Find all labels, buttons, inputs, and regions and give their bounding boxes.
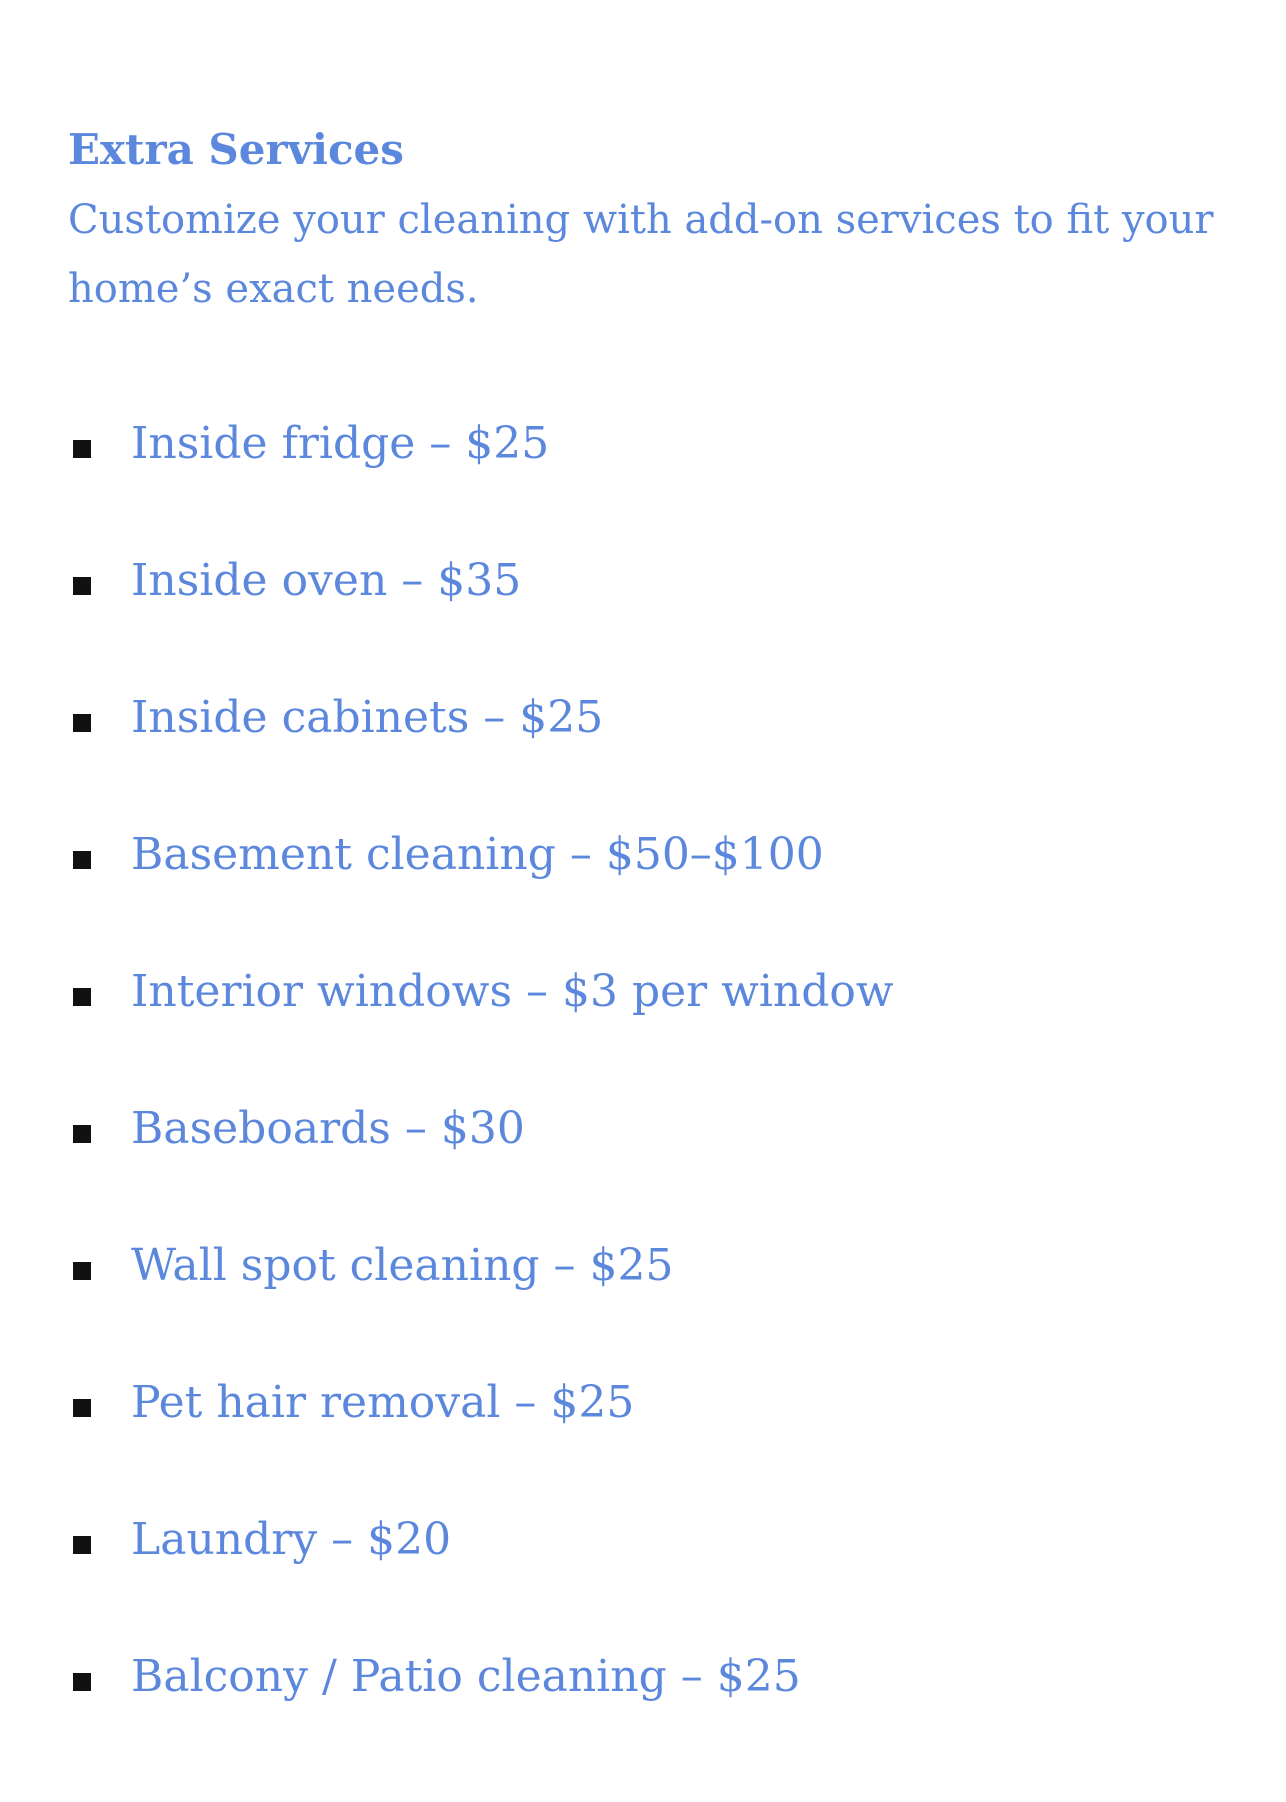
- list-item: [68, 1476, 894, 1613]
- section-intro: Customize your cleaning with add-on services to fit your home’s exact needs.: [68, 197, 1214, 312]
- service-label: Baseboards – $30: [131, 1102, 525, 1154]
- service-label: Inside fridge – $25: [131, 417, 550, 469]
- list-item: [68, 517, 894, 654]
- list-item: [68, 928, 894, 1065]
- square-bullet-icon: [73, 714, 91, 732]
- list-item: [68, 1202, 894, 1339]
- square-bullet-icon: [73, 440, 91, 458]
- service-label: Pet hair removal – $25: [131, 1376, 635, 1428]
- square-bullet-icon: [73, 1536, 91, 1554]
- service-label: Inside oven – $35: [131, 554, 522, 606]
- square-bullet-icon: [73, 1673, 91, 1691]
- list-item: [68, 1613, 894, 1750]
- service-label: Interior windows – $3 per window: [131, 965, 894, 1017]
- section-heading: Extra Services: [68, 125, 404, 174]
- square-bullet-icon: [73, 988, 91, 1006]
- list-item: [68, 1065, 894, 1202]
- service-list: [68, 380, 894, 1750]
- square-bullet-icon: [73, 1262, 91, 1280]
- list-item: [68, 791, 894, 928]
- square-bullet-icon: [73, 1399, 91, 1417]
- square-bullet-icon: [73, 851, 91, 869]
- service-label: Laundry – $20: [131, 1513, 452, 1565]
- service-label: Basement cleaning – $50–$100: [131, 828, 824, 880]
- service-label: Wall spot cleaning – $25: [131, 1239, 674, 1291]
- square-bullet-icon: [73, 577, 91, 595]
- list-item: [68, 1339, 894, 1476]
- square-bullet-icon: [73, 1125, 91, 1143]
- list-item: [68, 380, 894, 517]
- service-label: Balcony / Patio cleaning – $25: [131, 1650, 801, 1702]
- service-label: Inside cabinets – $25: [131, 691, 604, 743]
- list-item: [68, 654, 894, 791]
